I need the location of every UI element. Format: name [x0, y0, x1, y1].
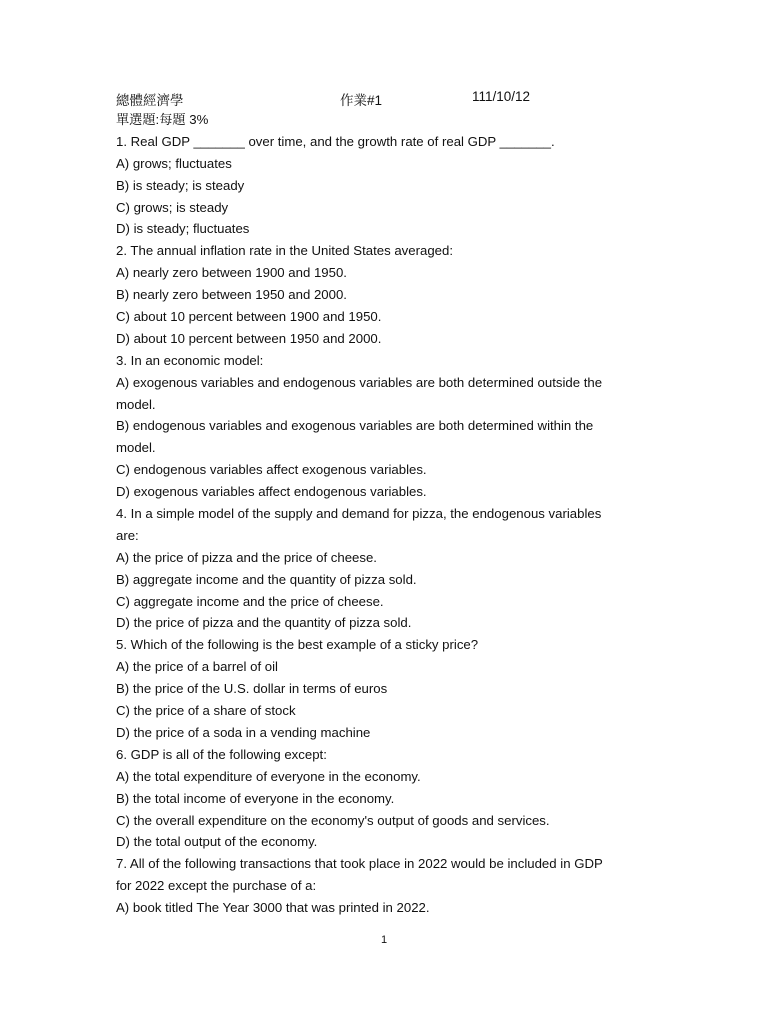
text-line: model. — [116, 440, 156, 456]
text-line: A) the price of pizza and the price of cheese. — [116, 549, 377, 565]
text-line: A) the price of a barrel of oil — [116, 659, 278, 675]
text-line: 6. GDP is all of the following except: — [116, 746, 327, 762]
text-line: 單選題:每題 3% — [116, 112, 209, 127]
text-line: for 2022 except the purchase of a: — [116, 878, 317, 894]
text-line: B) is steady; is steady — [116, 177, 245, 193]
text-line: B) the total income of everyone in the economy. — [116, 790, 395, 806]
text-line: C) grows; is steady — [116, 199, 229, 215]
text-line: D) the total output of the economy. — [116, 834, 318, 850]
text-line: 1. Real GDP _______ over time, and the growth rate of real GDP _______. — [116, 133, 555, 149]
question-body — [116, 109, 656, 919]
text-line: D) about 10 percent between 1950 and 2000. — [116, 330, 382, 346]
text-line: are: — [116, 527, 139, 543]
text-line: A) the total expenditure of everyone in the economy. — [116, 768, 421, 784]
text-line: A) book titled The Year 3000 that was printed in 2022. — [116, 900, 430, 916]
assignment-label: 作業#1 — [340, 93, 383, 108]
text-line: B) the price of the U.S. dollar in terms of euros — [116, 681, 388, 697]
text-line: 5. Which of the following is the best example of a sticky price? — [116, 637, 479, 653]
text-line: C) the overall expenditure on the economy's output of goods and services. — [116, 812, 550, 828]
page-number: 1 — [380, 934, 388, 946]
text-line: B) aggregate income and the quantity of pizza sold. — [116, 571, 417, 587]
text-line: C) aggregate income and the price of cheese. — [116, 593, 384, 609]
course-title: 總體經濟學 — [116, 93, 184, 108]
page-header — [116, 89, 676, 109]
text-line: C) about 10 percent between 1900 and 1950. — [116, 309, 382, 325]
text-line: A) grows; fluctuates — [116, 155, 232, 171]
text-line: 7. All of the following transactions that took place in 2022 would be included in GDP — [116, 856, 603, 872]
text-line: D) the price of pizza and the quantity of pizza sold. — [116, 615, 412, 631]
text-line: 2. The annual inflation rate in the United States averaged: — [116, 243, 453, 259]
text-line: B) endogenous variables and exogenous variables are both determined within the — [116, 418, 594, 434]
text-line: A) exogenous variables and endogenous variables are both determined outside the — [116, 374, 603, 390]
text-line: D) the price of a soda in a vending machine — [116, 724, 371, 740]
assignment-date: 111/10/12 — [472, 89, 531, 104]
text-line: B) nearly zero between 1950 and 2000. — [116, 287, 347, 303]
text-line: C) the price of a share of stock — [116, 703, 296, 719]
text-line: D) exogenous variables affect endogenous variables. — [116, 484, 427, 500]
text-line: C) endogenous variables affect exogenous variables. — [116, 462, 427, 478]
text-line: 4. In a simple model of the supply and demand for pizza, the endogenous variables — [116, 506, 602, 522]
text-line: A) nearly zero between 1900 and 1950. — [116, 265, 347, 281]
text-line: 3. In an economic model: — [116, 352, 264, 368]
text-line: model. — [116, 396, 156, 412]
text-line: D) is steady; fluctuates — [116, 221, 250, 237]
